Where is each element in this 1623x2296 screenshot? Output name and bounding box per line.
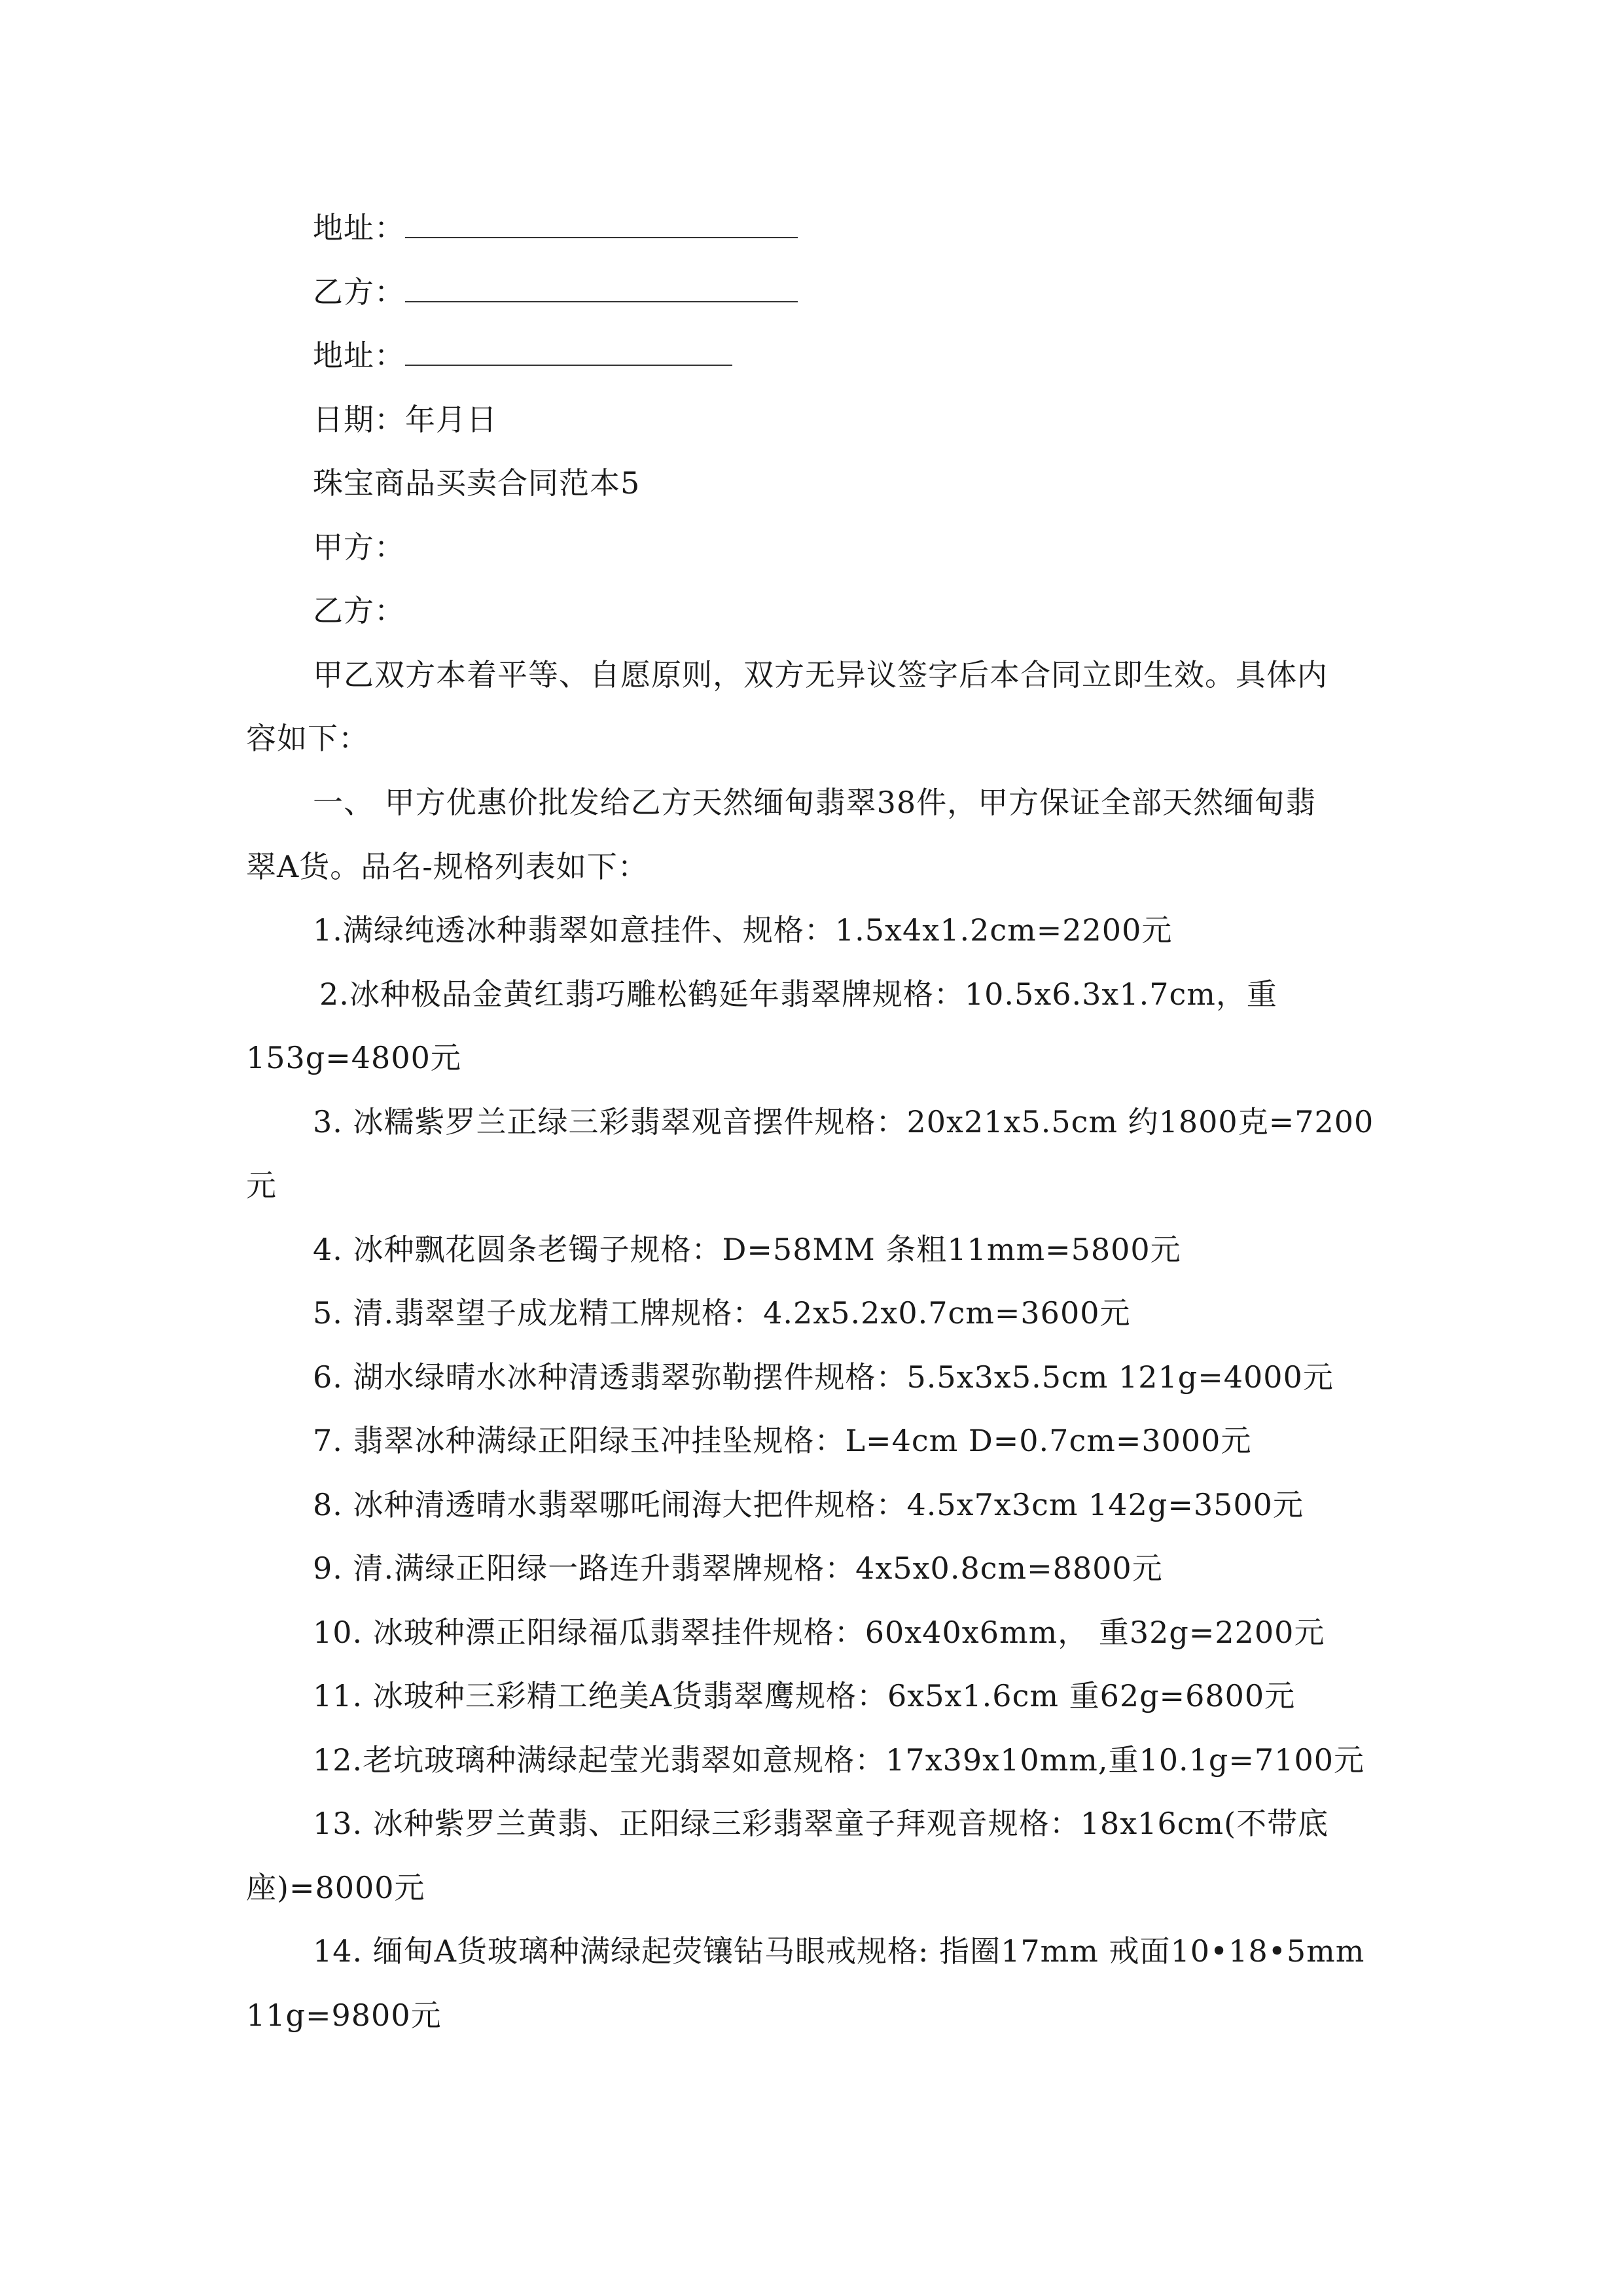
party-a-label: 甲方： — [313, 529, 405, 565]
list-item: 11. 冰玻种三彩精工绝美A货翡翠鹰规格：6x5x1.6cm 重62g=6800元 — [313, 1678, 1296, 1713]
address-label: 地址： — [313, 210, 405, 245]
contract-title: 珠宝商品买卖合同范本5 — [313, 465, 641, 501]
list-item: 4. 冰种飘花圆条老镯子规格：D=58MM 条粗11mm=5800元 — [313, 1232, 1181, 1267]
address-label: 地址： — [313, 338, 405, 373]
list-item-continuation: 元 — [246, 1168, 277, 1203]
address-line-1 — [313, 209, 798, 246]
list-item: 7. 翡翠冰种满绿正阳绿玉冲挂坠规格：L=4cm D=0.7cm=3000元 — [313, 1423, 1252, 1458]
address-blank — [405, 211, 798, 238]
party-b-label: 乙方： — [313, 274, 405, 310]
address-blank — [405, 338, 732, 366]
party-b-blank — [405, 275, 798, 302]
list-item: 1.满绿纯透冰种翡翠如意挂件、规格：1.5x4x1.2cm=2200元 — [313, 912, 1173, 948]
party-b-line-1 — [313, 274, 798, 310]
list-item: 10. 冰玻种漂正阳绿福瓜翡翠挂件规格：60x40x6mm， 重32g=2200元 — [313, 1615, 1325, 1650]
date-line: 日期：年月日 — [313, 402, 497, 437]
list-item: 12.老坑玻璃种满绿起莹光翡翠如意规格：17x39x10mm,重10.1g=7100元 — [313, 1742, 1364, 1778]
list-item: 13. 冰种紫罗兰黄翡、正阳绿三彩翡翠童子拜观音规格：18x16cm(不带底 — [313, 1806, 1329, 1841]
list-item: 8. 冰种清透晴水翡翠哪吒闹海大把件规格：4.5x7x3cm 142g=3500元 — [313, 1487, 1304, 1522]
list-item-continuation: 11g=9800元 — [246, 1998, 442, 2033]
list-item: 14. 缅甸A货玻璃种满绿起荧镶钻马眼戒规格: 指圈17mm 戒面10•18•5mm — [313, 1933, 1365, 1969]
party-b-label: 乙方： — [313, 593, 405, 628]
clause-1-line: 一、 甲方优惠价批发给乙方天然缅甸翡翠38件，甲方保证全部天然缅甸翡 — [313, 785, 1317, 820]
list-item: 5. 清.翡翠望子成龙精工牌规格：4.2x5.2x0.7cm=3600元 — [313, 1295, 1131, 1331]
clause-1-line: 翠A货。品名-规格列表如下： — [246, 849, 649, 884]
address-line-2 — [313, 337, 732, 374]
list-item-continuation: 座)=8000元 — [246, 1870, 425, 1905]
list-item: 3. 冰糯紫罗兰正绿三彩翡翠观音摆件规格：20x21x5.5cm 约1800克=7200 — [313, 1104, 1374, 1139]
list-item: 2.冰种极品金黄红翡巧雕松鹤延年翡翠牌规格：10.5x6.3x1.7cm，重 — [319, 977, 1277, 1012]
intro-paragraph-line: 甲乙双方本着平等、自愿原则，双方无异议签字后本合同立即生效。具体内 — [313, 657, 1328, 692]
list-item: 6. 湖水绿晴水冰种清透翡翠弥勒摆件规格：5.5x3x5.5cm 121g=4000元 — [313, 1359, 1334, 1395]
list-item: 9. 清.满绿正阳绿一路连升翡翠牌规格：4x5x0.8cm=8800元 — [313, 1551, 1163, 1586]
intro-paragraph-line: 容如下： — [246, 721, 369, 756]
list-item-continuation: 153g=4800元 — [246, 1040, 461, 1075]
